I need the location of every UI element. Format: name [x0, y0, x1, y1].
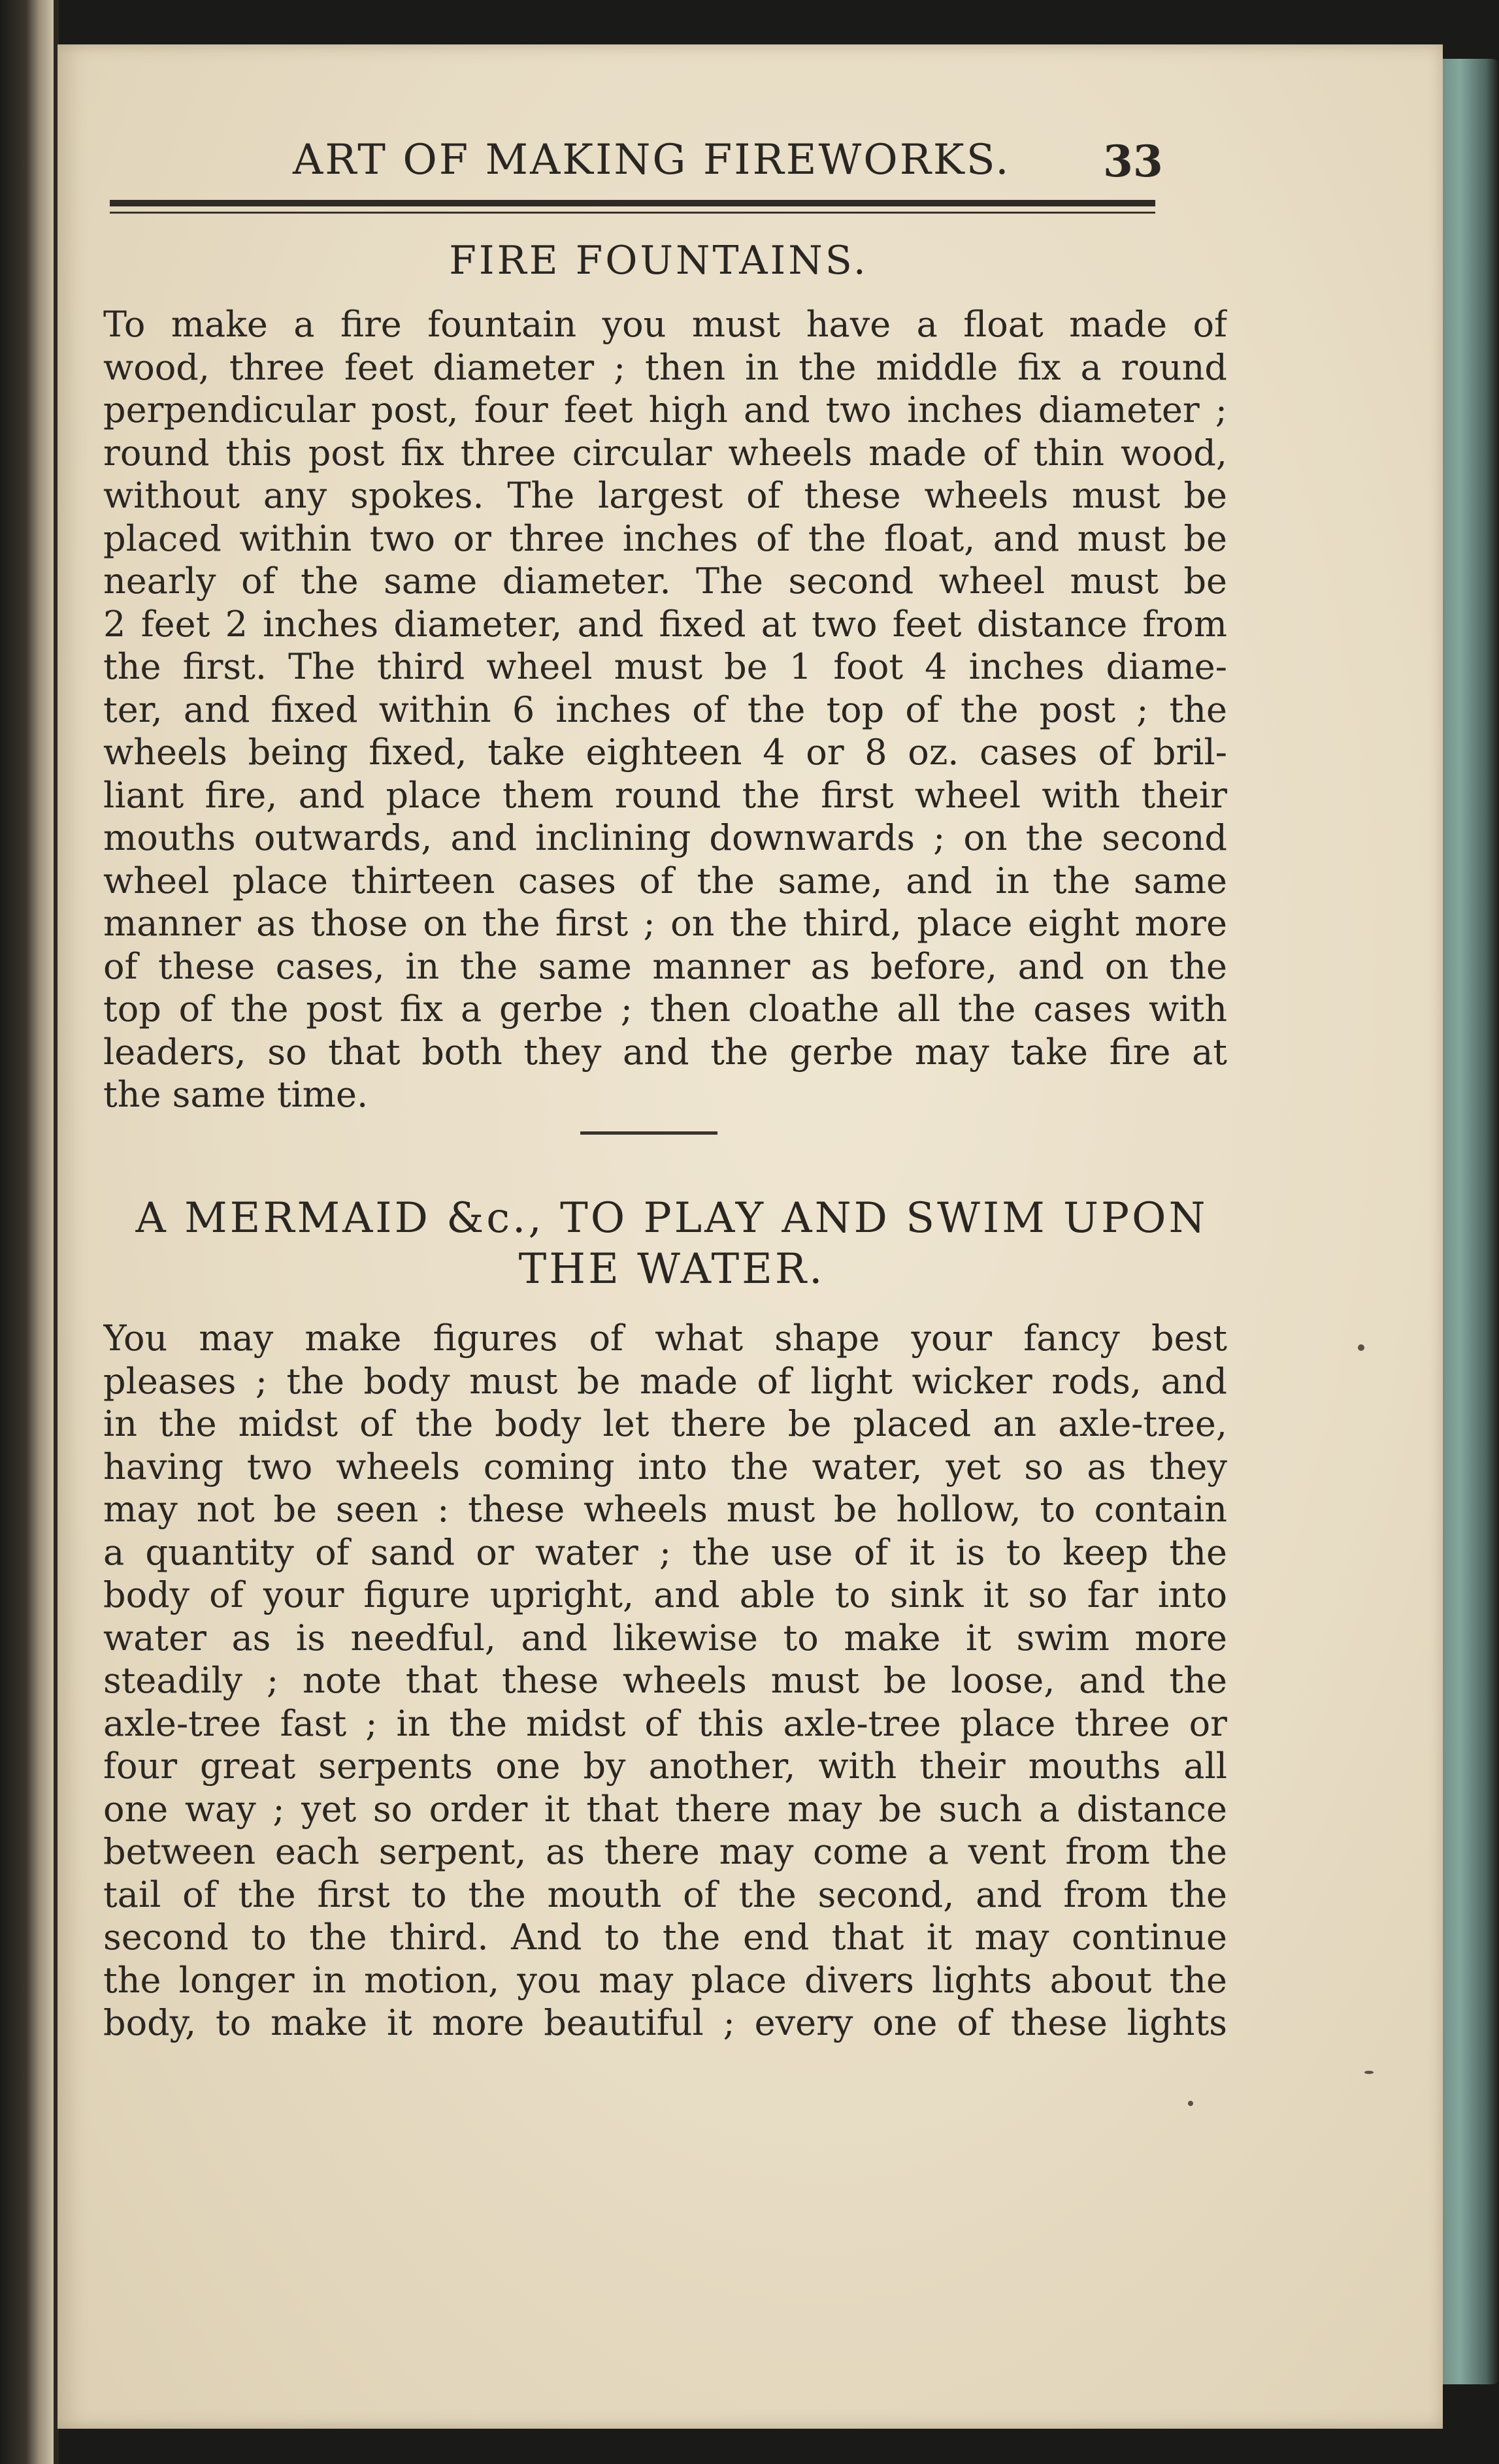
header-rule-thin: [110, 212, 1155, 214]
text-line: axle-tree fast ; in the midst of this axle-tree place three or: [103, 1702, 1227, 1744]
running-title: ART OF MAKING FIREWORKS.: [293, 136, 1011, 184]
text-line: the same time.: [103, 1074, 369, 1115]
text-line: ter, and fixed within 6 inches of the top of the post ; the: [103, 689, 1227, 730]
text-line: round this post fix three circular wheels made of thin wood,: [103, 432, 1227, 474]
text-line: body, to make it more beautiful ; every one of these lights: [103, 2002, 1227, 2043]
text-line: nearly of the same diameter. The second wheel must be: [103, 560, 1227, 602]
text-line: of these cases, in the same manner as before, and on the: [103, 945, 1227, 987]
paper-speck: [1188, 2101, 1193, 2106]
text-line: perpendicular post, four feet high and two inches diameter ;: [103, 389, 1227, 430]
section-body-fire-fountains: [103, 303, 1227, 1116]
section-body-mermaid: [103, 1317, 1227, 2045]
text-line: To make a fire fountain you must have a float made of: [103, 304, 1227, 345]
text-line: between each serpent, as there may come a vent from the: [103, 1831, 1227, 1872]
text-line: may not be seen : these wheels must be hollow, to contain: [103, 1489, 1227, 1530]
text-line: wheels being fixed, take eighteen 4 or 8 oz. cases of bril-: [103, 732, 1227, 773]
text-line: wheel place thirteen cases of the same, and in the same: [103, 860, 1227, 901]
text-line: body of your figure upright, and able to sink it so far into: [103, 1574, 1227, 1615]
text-line: water as is needful, and likewise to make it swim more: [103, 1617, 1227, 1659]
text-line: four great serpents one by another, with their mouths all: [103, 1745, 1227, 1787]
text-line: tail of the first to the mouth of the second, and from the: [103, 1873, 1227, 1915]
section-title-fire-fountains: FIRE FOUNTAINS.: [449, 238, 868, 284]
text-line: mouths outwards, and inclining downwards ; on the second: [103, 817, 1227, 858]
text-line: a quantity of sand or water ; the use of it is to keep the: [103, 1531, 1227, 1573]
book-page: [58, 44, 1443, 2429]
text-line: manner as those on the first ; on the third, place eight more: [103, 903, 1227, 944]
text-line: leaders, so that both they and the gerbe may take fire at: [103, 1031, 1227, 1073]
text-line: top of the post fix a gerbe ; then cloathe all the cases with: [103, 988, 1227, 1029]
paper-speck: [1364, 2071, 1374, 2074]
text-line: the longer in motion, you may place divers lights about the: [103, 1959, 1227, 2001]
facing-page-edge: [0, 0, 55, 2464]
text-line: You may make figures of what shape your fancy best: [103, 1318, 1227, 1359]
text-line: having two wheels coming into the water, yet so as they: [103, 1446, 1227, 1487]
section-title-mermaid: A MERMAID &c., TO PLAY AND SWIM UPON: [135, 1194, 1208, 1242]
text-line: second to the third. And to the end that it may continue: [103, 1917, 1227, 1958]
header-rule: [110, 200, 1155, 206]
text-line: liant fire, and place them round the first wheel with their: [103, 774, 1227, 816]
page-number: 33: [1103, 136, 1163, 187]
text-line: in the midst of the body let there be placed an axle-tree,: [103, 1403, 1227, 1444]
text-line: one way ; yet so order it that there may be such a distance: [103, 1788, 1227, 1830]
text-line: steadily ; note that these wheels must be loose, and the: [103, 1660, 1227, 1701]
paper-speck: [1358, 1344, 1364, 1351]
text-line: pleases ; the body must be made of light wicker rods, and: [103, 1360, 1227, 1402]
text-line: placed within two or three inches of the float, and must be: [103, 517, 1227, 559]
text-line: without any spokes. The largest of these wheels must be: [103, 475, 1227, 516]
section-divider: [580, 1131, 717, 1135]
section-title-mermaid-continued: THE WATER.: [518, 1245, 825, 1293]
text-line: the first. The third wheel must be 1 foot 4 inches diame-: [103, 646, 1227, 687]
text-line: 2 feet 2 inches diameter, and fixed at two feet distance from: [103, 603, 1227, 645]
text-line: wood, three feet diameter ; then in the middle fix a round: [103, 346, 1227, 388]
